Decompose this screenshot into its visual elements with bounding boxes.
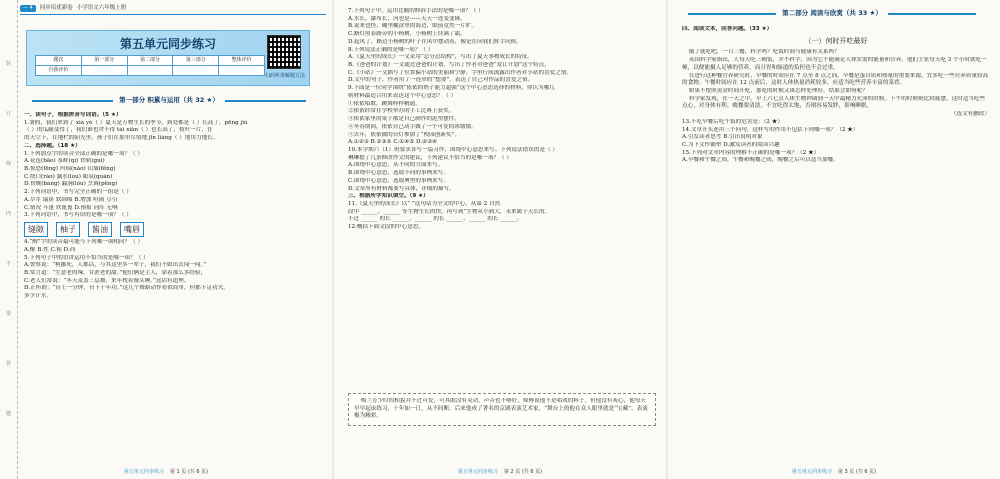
book-title: 同步培优新卷: [39, 4, 73, 11]
section-heading: 四、阅读文本，回答问题。（33 ★）: [682, 26, 773, 32]
word-box: 嘴唇: [120, 222, 144, 237]
question-line: C.老人们常说：“冬天麦盖三层被，来年枕着馒头睡。”这话有道理。: [24, 277, 190, 284]
gutter-char: 内: [5, 211, 11, 218]
question-line: ⑤去年，依依做的台灯参加了“校园创新奖”。: [348, 131, 461, 138]
question-line: ③依依家里的桌子都是自己制作的泥塑摆件。: [348, 116, 460, 123]
question-line: C.情况 斗蓬 铁篦篦 D.预报 词库 无响: [24, 204, 118, 211]
question-line: 5.下列句子中的语讲运用不恰当的是哪一项？（ ）: [24, 254, 149, 261]
footer-unit: 第五单元同步练习: [123, 469, 164, 476]
question-line: D.傍晚(bàng) 漏洞(lòu) 烹调(pēng): [24, 181, 118, 188]
question-line: C.绕口(rǎo) 露水(lòu) 眼泉(quán): [24, 173, 113, 180]
question-line: 1.暑假，我们来到了 xià yè（ ）夏天是万物生长的季节，到处都是（ ）长高了，pēng jiù: [24, 119, 248, 126]
source-note: （选文有删改）: [950, 111, 990, 118]
question-line: 14.文章开头连用三个问句，这样写的作用不包括下列哪一项？（2 ★）: [682, 126, 859, 133]
binding-gutter: [0, 0, 18, 479]
question-line: D.文中的句子，作者用了一连串的“想要”，表达了自己对作品的喜爱之情。: [348, 77, 534, 84]
question-line: A.①②③ B.②③⑤ C.①④⑤ D.②③④: [348, 139, 438, 146]
word-options: [24, 222, 322, 237]
worksheet-page-3: [668, 0, 1000, 479]
question-line: 12.概括下面文段的中心意思。: [348, 224, 425, 231]
gutter-char: 线: [5, 161, 11, 168]
score-cell: 第三部分: [173, 56, 219, 66]
score-cell: 第一部分: [81, 56, 127, 66]
question-line: A.醒 B.性 C.猩 D.西: [24, 246, 76, 253]
score-cell: 题次: [36, 56, 82, 66]
score-cell: [81, 66, 127, 76]
question-line: C.围绕中心意思，选取典型的事例来写。: [348, 177, 449, 184]
question-line: C.为下文作铺垫 D.激发读者的阅读兴趣: [682, 142, 780, 148]
gutter-char: 不: [5, 260, 11, 267]
question-line: B.常言道：“生意老的辣，甘蔗老的甜。”他们俩是主人，靠着那么多经验，: [24, 269, 207, 276]
gutter-char: 答: [5, 360, 11, 367]
qr-label: 扫码听讲解题方法: [264, 73, 305, 79]
question-line: A.水长，瀑布长，河也是——天天一连变变隆。: [348, 15, 466, 22]
question-line: 13.不吃早餐后吃午饭的危害是：（2 ★）: [682, 118, 783, 125]
question-line: 则材料最适合用来表达这个中心意思？（ ）: [348, 92, 457, 99]
question-list: [682, 119, 990, 165]
question-line: B.《爸爸的计划》一文通过爸爸的计划，写出了作者对爸爸“爱订计划”这个特点。: [348, 62, 550, 69]
unit-banner: [26, 30, 310, 86]
question-line: 11.《夏天里的成长》以“ ”这句话为全文的中心，从第 2 自然: [348, 200, 501, 207]
footer-page: 第 3 页 (共 6 页): [837, 469, 877, 476]
question-line: A.引发读者思考 B.引出说明对象: [682, 134, 763, 141]
footer-unit: 第五单元同步练习: [791, 469, 832, 476]
question-line: 二、选择题。（18 ★）: [24, 142, 81, 149]
question-line: 一、读句子，根据拼音写词语。（5 ★）: [24, 112, 122, 118]
question-line: 1.下列加点字的读音全部正确的是哪一项？（ ）: [24, 150, 143, 157]
question-line: A.《夏天里的成长》一文采用“总分总结构”，写出了夏天事物成长的特征。: [348, 54, 533, 61]
question-line: 的天空下，在地栏的阳光里，孩子们在那里尽情地 jīn liàng（ ）地用力地长。: [24, 135, 219, 142]
word-box: 酱油: [88, 222, 112, 237]
question-line: 多少汗水。: [24, 293, 52, 300]
word-box: 缝隙: [24, 222, 48, 237]
part-heading: 第一部分 积累与运用（共 32 ★）: [26, 95, 312, 106]
footer-unit: 第五单元同步练习: [457, 469, 498, 476]
score-cell: [173, 66, 219, 76]
passage-title: （一）何时开吃最好: [804, 36, 868, 45]
question-line: B.惊恐(fēng) 玛瑙(nǎo) 山墙(fēng): [24, 166, 116, 173]
footer-page: 第 2 页 (共 6 页): [503, 469, 543, 476]
question-line: 2.下列词语中，书写完全正确的一组是（ ）: [24, 189, 132, 196]
question-line: 8.下列说法正确的是哪一项？（ ）: [348, 46, 434, 53]
gutter-char: 要: [5, 310, 11, 317]
question-line: （ ）的瓜藤变得了，我们谁也舍不得 tài xiǎn（ ）也长高了，枝叶一片，在: [24, 127, 213, 134]
question-line: B.围绕中心意思，选取不同的事例来写。: [348, 170, 449, 177]
worksheet-page-1: [0, 0, 332, 479]
page-badge: — 4: [20, 5, 36, 12]
reading-block: [682, 26, 990, 165]
question-line: A.早餐和午餐之间，午餐和晚餐之间，晚餐之后可以适当加餐。: [682, 157, 839, 164]
page-footer: [668, 469, 1000, 476]
word-box: 柚子: [56, 222, 80, 237]
question-line: D.文章所有材料都要写具体，详细的描写。: [348, 185, 455, 192]
gutter-char: 题: [5, 410, 11, 417]
score-cell: 整体评价: [219, 56, 265, 66]
question-line: 3.下列词语中，书写有误的是哪一项？（ ）: [24, 212, 132, 219]
question-line: 9.下面是一位同学围绕“依依的奶子能力超强”这个中心意思选择的材料，你认为哪几: [348, 85, 555, 92]
passage-paragraph: 英国科学家指出，人每天吃三顿饭，并不科学，因为它不能满足人体实需的能量和营养。他们主张每天吃 3 个小时就吃一顿，以便能摄人足够的营养，而且胃和肠道的负担也不会过重。: [682, 57, 987, 71]
question-line: B.说来也怪，糊里糊涂里的海边，眼前竟然一片旷。: [348, 23, 477, 30]
question-line: ①依依唱歌，跳舞样样精通。: [348, 100, 421, 107]
page-footer: [334, 469, 666, 476]
score-table: [35, 55, 265, 76]
qr-code-icon[interactable]: [267, 35, 301, 69]
question-line: 10.本学期六（1）班要求各写一篇习作，围绕中心意思来写。下列说法错误的是（ ）: [348, 146, 559, 153]
question-line: 不过 ______ 的长 ______、______ 的长 ______、______ 的长 ______。: [348, 216, 523, 223]
question-line: A.草萃 瑞鼻 软绵绵 B.增加 喧闹 豆引: [24, 196, 118, 203]
article-text: 梅兰芳少时的相貌并不过可爱，可其眼没有灵动，声音也不够好，师傅说他不是唱戏的料子。但他没有灰心，他每天早早起床练习，十年如一日，从不间断。后来他成了著名的京剧表演艺术家，“舞台上的他在众人眼里就是“宝藏”，表演极为精彩。: [354, 398, 648, 420]
question-line: C.路灯照着路旁的小杨树，小杨树上挂满了霜。: [348, 31, 466, 38]
score-cell: [219, 66, 265, 76]
passage-paragraph: 科学家发现，在一天之中，早上六七点人体生物钟调到一天中最精力充沛的时候。下午的时候则比较疲惫，这时适当吃些点心，对身体有利。晚餐要清淡，不宜吃得太饱，否则容易发胖，影响睡眠。: [682, 95, 986, 110]
part-heading: 第二部分 阅读与欣赏（共 33 ★）: [682, 8, 982, 19]
page-header: [20, 4, 326, 13]
question-line: D.起风了，路边小杨树的叶子在风中摆动着，像是在向我们挥手问候。: [348, 38, 522, 45]
worksheet-page-2: [334, 0, 666, 479]
score-cell: [127, 66, 173, 76]
passage-body: [682, 49, 990, 111]
score-cell: 第二部分: [127, 56, 173, 66]
question-line: 4.“醒”字的读音最可能与下列哪一项相同？（ ）: [24, 239, 144, 246]
question-line: 琳琳提了几条修改作文的建议，下列建议不恰当的是哪一项？（ ）: [348, 154, 512, 161]
page-footer: [0, 469, 332, 476]
question-line: D.正所谓：“台上一分钟，台下十年功。”这几个舞蹈动作看似简单，但都下足功夫，: [24, 285, 229, 292]
question-line: ②依依经常在学校举办的手工比赛上获奖。: [348, 108, 455, 115]
question-line: C.《小站》一文描写了位置偏小站的美丽和宁静，字里行间流露出作者对小站的喜爱之情。: [348, 69, 573, 76]
unit-title: 第五单元同步练习: [119, 37, 216, 51]
question-line: 三、根据所学知识填空。（9 ★）: [348, 193, 429, 200]
question-line: 15.下列对文章内容的理解不正确的是哪一项？（2 ★）: [682, 149, 820, 156]
passage-paragraph: 如果不按照黄金时间开吃，那吃的时候又该怎样处理好，结果会如何呢？: [688, 87, 868, 94]
gutter-char: 订: [5, 111, 11, 118]
score-cell: 自我评价: [36, 66, 82, 76]
question-line: 7.下列句子中，运用比喻的修辞手法的是哪一项？（ ）: [348, 8, 484, 14]
gutter-char: 装: [5, 61, 11, 68]
question-block: [24, 112, 322, 301]
passage-paragraph: 在进行这种餐营养研究时，早餐的时间应在 7 点至 8 点之间。早餐是蛋白质和热量的重要来源，宜多吃一些营养质量较高的食物。午餐时间应在 12 点前后，这时人体热量消耗较多，应适当吃些营养丰富的菜肴。: [682, 72, 989, 87]
question-line: A.警察说：“柯挪死，人都活，与其这里多一辈子，我们不如出去闯一闯。”: [24, 262, 207, 269]
question-line: A.围绕中心意思，从不同的方面来写。: [348, 162, 444, 169]
question-line: A.花苞(bāo) 茶畦(qí) 铁轨(guǐ): [24, 158, 105, 165]
header-rule: [20, 14, 326, 15]
question-line: 段中 ______、______ 等生物生长的快，再写到“生物从小到大，永来属于天长的，: [348, 208, 551, 215]
footer-page: 第 1 页 (共 6 页): [169, 469, 209, 476]
article-box: [348, 390, 656, 426]
passage-paragraph: 饿了就吃吧，一日三餐，科学吗？吃饭时间与健康有关系吗？: [688, 49, 840, 56]
question-block: [348, 8, 656, 232]
question-line: ④冬春期间，依依自己动手做了一个可爱的冰墩墩。: [348, 123, 477, 130]
grade-label: 小学语文六年级上册: [76, 4, 127, 11]
